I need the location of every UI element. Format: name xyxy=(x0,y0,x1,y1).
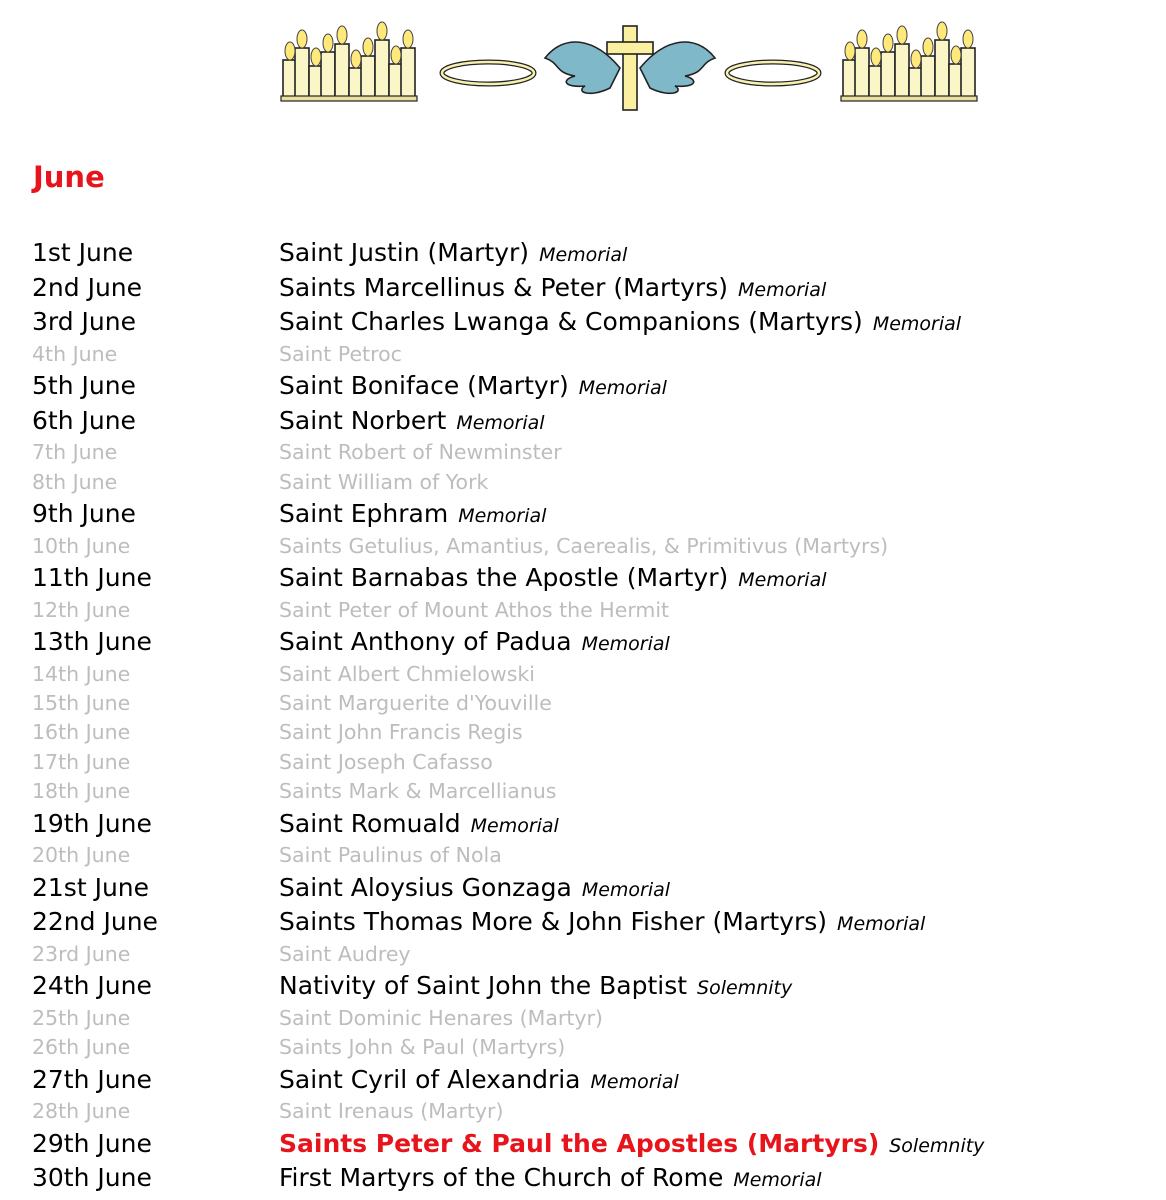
feast-day-row xyxy=(0,905,1166,940)
feast-day-row xyxy=(0,404,1166,439)
saint-name: Saint Petroc xyxy=(279,341,402,366)
feast-day-list xyxy=(0,236,1166,1196)
feast-rank: Memorial xyxy=(738,569,827,592)
feast-date: 13th June xyxy=(32,627,152,657)
saint-name: Saint Paulinus of Nola xyxy=(279,843,502,868)
feast-day-row xyxy=(0,777,1166,806)
feast-saint xyxy=(279,561,827,598)
candles-icon xyxy=(841,22,977,101)
feast-rank: Memorial xyxy=(733,1169,822,1192)
feast-day-row xyxy=(0,468,1166,497)
feast-day-row xyxy=(0,271,1166,306)
feast-date: 16th June xyxy=(32,720,131,745)
feast-day-row xyxy=(0,718,1166,747)
feast-day-row xyxy=(0,1033,1166,1062)
saint-name: Saint William of York xyxy=(279,469,489,494)
feast-day-row xyxy=(0,625,1166,660)
saint-name: Saint Romuald xyxy=(279,808,461,838)
feast-date: 14th June xyxy=(32,661,131,686)
feast-day-row xyxy=(0,236,1166,271)
feast-saint xyxy=(279,1161,822,1198)
feast-date: 1st June xyxy=(32,238,134,267)
feast-day-row xyxy=(0,532,1166,561)
saint-name: Saint Irenaus (Martyr) xyxy=(279,1099,504,1124)
feast-date: 19th June xyxy=(32,808,152,838)
header-banner xyxy=(275,18,985,118)
feast-rank: Memorial xyxy=(458,505,547,528)
feast-rank: Memorial xyxy=(872,313,962,336)
feast-day-row xyxy=(0,940,1166,969)
feast-date: 20th June xyxy=(32,843,131,868)
feast-day-row xyxy=(0,497,1166,532)
feast-rank: Memorial xyxy=(456,411,545,434)
feast-day-row xyxy=(0,807,1166,842)
saint-name: Saints Peter & Paul the Apostles (Martyrs) xyxy=(279,1128,880,1158)
feast-saint xyxy=(279,1004,603,1033)
feast-rank: Solemnity xyxy=(697,977,793,1000)
feast-date: 8th June xyxy=(32,469,118,494)
saint-name: Saint John Francis Regis xyxy=(279,720,523,745)
feast-date: 5th June xyxy=(32,371,136,401)
feast-saint xyxy=(279,807,559,844)
feast-saint xyxy=(279,1097,503,1126)
feast-day-row xyxy=(0,561,1166,596)
feast-saint xyxy=(279,871,670,908)
feast-day-row xyxy=(0,660,1166,689)
feast-saint xyxy=(279,340,402,369)
saint-name: Nativity of Saint John the Baptist xyxy=(279,971,688,1001)
saint-name: Saint Justin (Martyr) xyxy=(279,238,530,267)
feast-saint xyxy=(279,438,562,467)
feast-date: 24th June xyxy=(32,971,152,1001)
feast-saint xyxy=(279,1127,984,1164)
feast-date: 12th June xyxy=(32,597,131,622)
winged-cross-icon xyxy=(545,26,715,110)
feast-day-row xyxy=(0,438,1166,467)
feast-day-row xyxy=(0,1127,1166,1162)
saint-name: Saint Anthony of Padua xyxy=(279,627,572,657)
feast-saint xyxy=(279,689,552,718)
saint-name: Saint Barnabas the Apostle (Martyr) xyxy=(279,563,729,593)
feast-rank: Memorial xyxy=(590,1070,679,1093)
feast-date: 17th June xyxy=(32,749,131,774)
saint-name: Saints John & Paul (Martyrs) xyxy=(279,1035,566,1060)
saint-name: Saint Dominic Henares (Martyr) xyxy=(279,1005,603,1030)
feast-date: 2nd June xyxy=(32,272,143,302)
feast-date: 22nd June xyxy=(32,907,158,937)
saint-name: Saint Aloysius Gonzaga xyxy=(279,872,572,902)
feast-saint xyxy=(279,271,826,308)
saint-name: Saints Getulius, Amantius, Caerealis, & Primitivus (Martyrs) xyxy=(279,533,889,558)
saint-name: First Martyrs of the Church of Rome xyxy=(279,1163,724,1193)
feast-rank: Memorial xyxy=(578,377,667,400)
feast-date: 9th June xyxy=(32,499,136,529)
feast-date: 26th June xyxy=(32,1035,131,1060)
feast-day-row xyxy=(0,1097,1166,1126)
feast-date: 18th June xyxy=(32,779,131,804)
month-title: June xyxy=(33,160,105,194)
feast-saint xyxy=(279,718,523,747)
feast-day-row xyxy=(0,596,1166,625)
feast-saint xyxy=(279,468,488,497)
feast-day-row xyxy=(0,969,1166,1004)
feast-saint xyxy=(279,305,961,342)
feast-date: 11th June xyxy=(32,563,152,593)
feast-saint xyxy=(279,596,669,625)
feast-rank: Memorial xyxy=(581,633,670,656)
feast-date: 6th June xyxy=(32,405,136,435)
saint-name: Saints Mark & Marcellianus xyxy=(279,779,557,804)
feast-day-row xyxy=(0,1161,1166,1196)
saint-name: Saint Ephram xyxy=(279,499,449,529)
feast-date: 30th June xyxy=(32,1163,152,1193)
halo-icon xyxy=(442,62,534,84)
feast-saint xyxy=(279,969,792,1006)
saint-name: Saint Peter of Mount Athos the Hermit xyxy=(279,597,670,622)
feast-date: 27th June xyxy=(32,1064,152,1094)
candles-icon xyxy=(281,22,417,101)
feast-rank: Memorial xyxy=(738,278,827,301)
feast-date: 25th June xyxy=(32,1005,131,1030)
feast-saint xyxy=(279,236,627,273)
feast-day-row xyxy=(0,305,1166,340)
feast-saint xyxy=(279,625,670,662)
feast-saint xyxy=(279,841,502,870)
feast-saint xyxy=(279,1063,679,1100)
feast-saint xyxy=(279,905,925,942)
feast-saint xyxy=(279,532,888,561)
feast-saint xyxy=(279,940,411,969)
feast-saint xyxy=(279,777,557,806)
feast-saint xyxy=(279,748,493,777)
feast-saint xyxy=(279,497,546,534)
feast-day-row xyxy=(0,340,1166,369)
saint-name: Saints Thomas More & John Fisher (Martyrs) xyxy=(279,907,828,937)
feast-date: 29th June xyxy=(32,1128,152,1158)
saint-name: Saint Joseph Cafasso xyxy=(279,749,493,774)
feast-date: 21st June xyxy=(32,872,150,902)
feast-date: 15th June xyxy=(32,691,131,716)
feast-day-row xyxy=(0,748,1166,777)
feast-day-row xyxy=(0,369,1166,404)
feast-day-row xyxy=(0,689,1166,718)
feast-date: 3rd June xyxy=(32,307,137,337)
feast-saint xyxy=(279,369,667,406)
saint-name: Saint Robert of Newminster xyxy=(279,440,562,465)
feast-rank: Memorial xyxy=(581,878,671,901)
feast-saint xyxy=(279,660,535,689)
feast-rank: Memorial xyxy=(539,244,628,266)
saint-name: Saint Cyril of Alexandria xyxy=(279,1064,581,1094)
feast-rank: Memorial xyxy=(837,913,926,936)
saint-name: Saint Charles Lwanga & Companions (Martyrs) xyxy=(279,307,863,337)
feast-date: 23rd June xyxy=(32,941,131,966)
feast-date: 10th June xyxy=(32,533,131,558)
saint-name: Saint Marguerite d'Youville xyxy=(279,691,552,716)
feast-saint xyxy=(279,1033,565,1062)
feast-date: 7th June xyxy=(32,440,118,465)
feast-saint xyxy=(279,404,545,441)
feast-rank: Memorial xyxy=(470,814,559,837)
feast-date: 28th June xyxy=(32,1099,131,1124)
saint-name: Saint Norbert xyxy=(279,405,447,435)
feast-day-row xyxy=(0,1004,1166,1033)
feast-day-row xyxy=(0,841,1166,870)
feast-date: 4th June xyxy=(32,341,118,366)
saint-name: Saints Marcellinus & Peter (Martyrs) xyxy=(279,272,728,302)
feast-day-row xyxy=(0,871,1166,906)
feast-day-row xyxy=(0,1063,1166,1098)
halo-icon xyxy=(727,62,819,84)
saint-name: Saint Boniface (Martyr) xyxy=(279,371,569,401)
feast-rank: Solemnity xyxy=(889,1134,985,1157)
saint-name: Saint Albert Chmielowski xyxy=(279,661,535,686)
saint-name: Saint Audrey xyxy=(279,941,411,966)
